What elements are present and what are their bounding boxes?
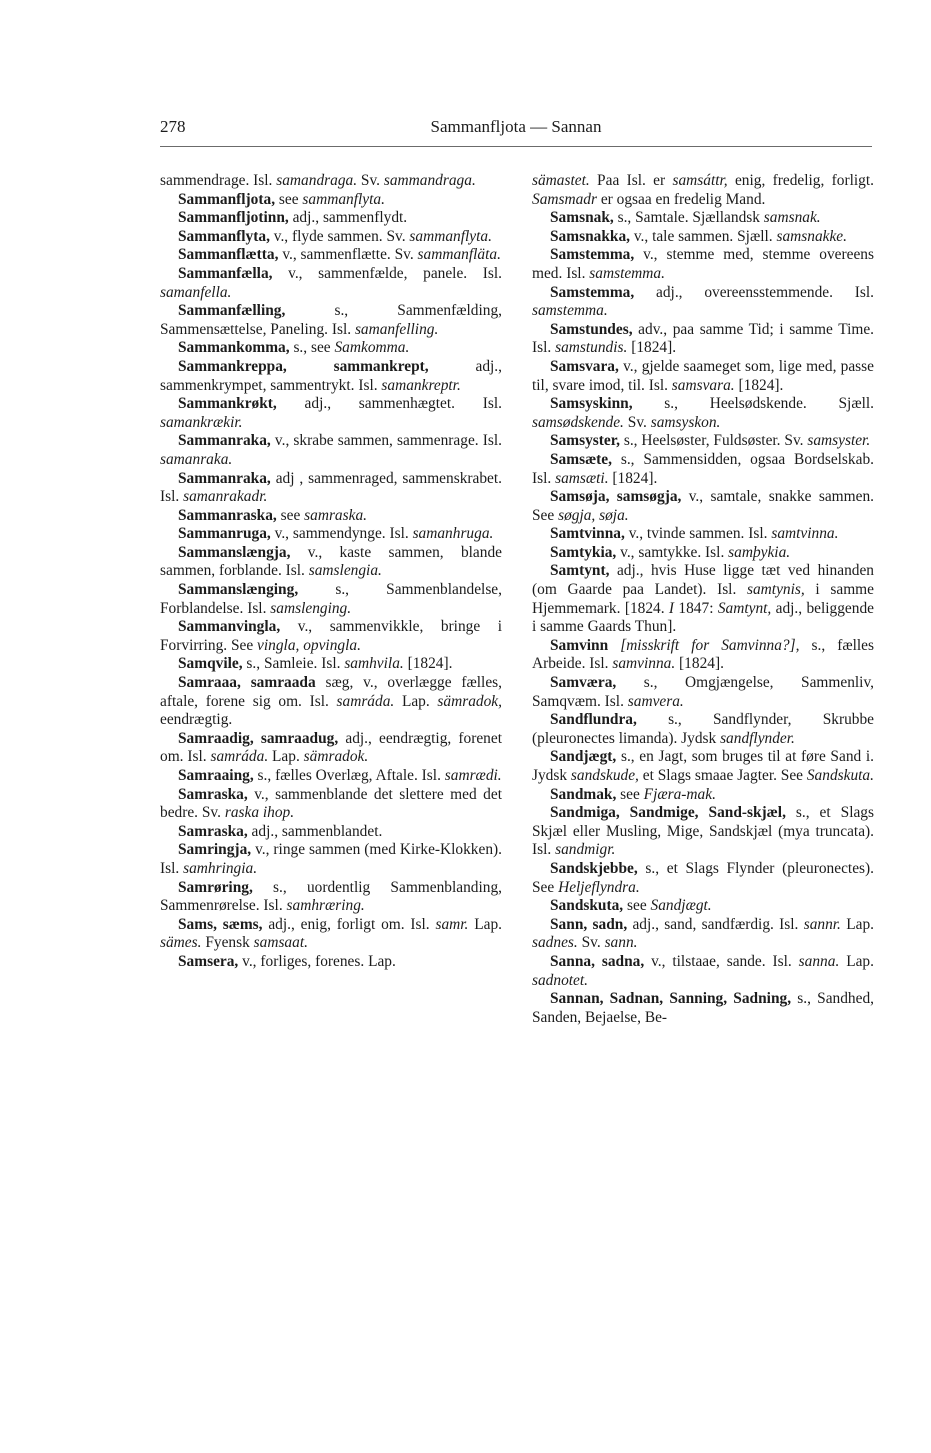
entry-headword: Samsøja, samsøgja, [550,488,682,506]
entry-headword: Sammanvingla, [178,618,281,636]
entry-headword: Sammanflætta, [178,246,279,264]
dictionary-entry [532,711,874,748]
entry-etymology: samráda. [210,748,269,766]
dictionary-entry [160,730,502,767]
entry-headword: Sammanfljotinn, [178,209,289,227]
entry-definition: s., Sammenfælding, Sammensættelse, Paneling. Isl. [160,302,502,338]
entry-etymology: samsyster. [807,432,871,450]
entry-etymology: samrædi. [444,767,502,784]
entry-definition: adj., sammenkrympet, sammentrykt. Isl. [160,357,502,394]
entry-headword: Sammanraka, [178,432,271,450]
entry-etymology: Samkomma. [334,339,410,357]
dictionary-entry [160,618,502,655]
entry-etymology: samr. [435,915,469,933]
entry-etymology: samþykia. [728,543,791,561]
entry-etymology: samsæti. [555,469,609,487]
entry-headword: Samværa, [550,674,617,692]
entry-headword: Sams, sæms, [178,915,263,933]
dictionary-entry [160,191,502,210]
dictionary-entry [532,916,874,953]
entry-etymology: samraska. [304,506,367,524]
dictionary-entry [160,916,502,953]
dictionary-entry [160,525,502,544]
entry-definition: adj., overeensstemmende. Isl. [634,283,874,301]
entry-etymology: sandmigr. [555,841,616,859]
dictionary-entry [532,488,874,525]
entry-etymology: samvera. [627,692,684,710]
entry-definition: [1824]. [403,655,453,673]
entry-etymology: samstundis. [555,339,628,357]
entry-definition: adj., hvis Huse ligge tæt ved hinanden (om Gaarde paa Landet). Isl. [532,562,874,599]
entry-definition: v., tvinde sammen. Isl. [624,525,772,543]
entry-definition: s., et Slags Skjæl eller Musling, Mige, Sandskjæl (mya truncata). Isl. [532,804,874,859]
entry-headword: Samstemma, [550,246,635,264]
entry-etymology: Sandskuta. [806,767,874,784]
entry-definition: v., samtale, snakke sammen. See [532,488,874,524]
entry-etymology: samsaat. [253,934,308,952]
entry-definition: s., see [289,339,335,357]
entry-headword: Samvinn [550,636,609,654]
entry-etymology: samsáttr, [672,172,728,189]
entry-definition: Sv. [357,172,384,189]
entry-etymology: sämastet. [532,172,590,189]
entry-definition: v., sammenflætte. Sv. [278,246,418,264]
entry-headword: Sammankomma, [178,339,290,357]
dictionary-entry [532,748,874,785]
entry-definition: see [275,190,303,208]
dictionary-entry [160,302,502,339]
entry-definition: sammendrage. Isl. [160,172,277,189]
dictionary-entry [160,544,502,581]
entry-definition: Fyensk [201,934,254,952]
entry-definition: eendrægtig. [160,711,233,729]
entry-etymology: sandflynder. [720,729,795,747]
entry-definition: adj., beliggende i samme Gaards Thun]. [532,599,874,636]
entry-definition: see [616,785,644,803]
entry-definition: adv., paa samme Tid; i samme Time. Isl. [532,320,874,357]
entry-definition: v., kaste sammen, blande sammen, forblande. Isl. [160,543,502,580]
entry-definition: v., stemme med, stemme overeens med. Isl. [532,246,874,282]
dictionary-entry [532,786,874,805]
entry-etymology: samsnak. [763,209,821,227]
dictionary-entry [160,786,502,823]
entry-etymology: I [668,599,675,617]
entry-headword: Samringja, [178,841,252,859]
entry-definition: v., ringe sammen (med Kirke-Klokken). Isl. [160,841,502,877]
entry-definition: adj., sammenhægtet. Isl. [276,395,502,413]
entry-headword: Sammanraka, [178,469,271,487]
entry-definition: Sv. [623,413,651,431]
entry-headword: Samsnakka, [550,227,630,245]
header-rule [160,146,872,147]
left-column [160,172,502,972]
entry-definition: s., Omgjængelse, Sammenliv, Samqvæm. Isl. [532,674,874,710]
entry-definition: v., sammenfælde, panele. Isl. [272,264,502,282]
entry-headword: Sanna, sadna, [550,952,645,970]
entry-definition: Lap. [468,915,502,933]
dictionary-entry [160,228,502,247]
dictionary-entry [532,246,874,283]
entry-definition: [1824]. [734,376,784,394]
entry-etymology: raska ihop. [224,804,295,822]
entry-definition: s., Sandhed, Sanden, Bejaelse, Be- [532,990,874,1026]
right-column [532,172,874,1027]
dictionary-entry [160,674,502,730]
entry-headword: Sannan, Sadnan, Sanning, Sadning, [550,990,792,1008]
running-head: Sammanfljota — Sannan [430,117,602,136]
entry-headword: Sammanruga, [178,525,271,543]
entry-etymology: sandskude, [570,767,639,784]
entry-headword: Samsnak, [550,209,614,227]
dictionary-entry [532,562,874,636]
entry-etymology: [misskrift for Samvinna?], [620,636,800,654]
dictionary-entry [532,990,874,1027]
entry-headword: Samrøring, [178,878,253,896]
entry-etymology: søgja, søja. [558,506,629,524]
entry-etymology: sann. [604,934,638,952]
entry-definition: see [623,897,651,915]
dictionary-entry [160,209,502,228]
dictionary-entry [532,804,874,860]
dictionary-entry [532,172,874,209]
entry-etymology: sammanflyta. [409,227,492,245]
entry-etymology: samanhruga. [412,525,494,543]
dictionary-entry [160,581,502,618]
entry-etymology: sämradok, [437,692,502,710]
entry-definition: v., tale sammen. Sjæll. [629,227,777,245]
entry-headword: Sandskuta, [550,897,624,915]
entry-etymology: samsyskon. [650,413,721,431]
entry-etymology: sanna. [798,952,840,970]
entry-etymology: Heljeflyndra. [558,878,640,896]
entry-headword: Sammanslængja, [178,543,291,561]
entry-headword: Samsvara, [550,357,619,375]
entry-headword: Samstemma, [550,283,635,301]
entry-etymology: samstemma. [589,264,665,282]
dictionary-entry [532,284,874,321]
entry-etymology: samtvinna. [771,525,839,543]
entry-definition: Lap. [840,915,874,933]
entry-etymology: samanfelling. [354,320,439,338]
entry-headword: Sandmak, [550,785,617,803]
entry-definition: [1824]. [627,339,677,357]
entry-headword: Sammankreppa, sammankrept, [178,357,429,375]
entry-headword: Samraaa, samraada [178,674,316,692]
entry-etymology: sannr. [803,915,841,933]
entry-headword: Samtykia, [550,543,617,561]
dictionary-entry [160,655,502,674]
entry-etymology: sammanfläta. [417,246,501,264]
entry-etymology: samhvila. [344,655,404,673]
entry-etymology: samanrakadr. [183,488,268,506]
entry-definition: v., flyde sammen. Sv. [269,227,410,245]
dictionary-entry [532,544,874,563]
entry-etymology: samankrækir. [160,413,243,431]
entry-headword: Samsera, [178,952,239,970]
entry-definition: see [276,506,305,524]
entry-etymology: sämradok. [303,748,369,766]
entry-definition: adj., sand, sandfærdig. Isl. [627,915,804,933]
entry-headword: Samqvile, [178,655,243,673]
dictionary-entry [160,432,502,469]
entry-definition: adj., sammenflydt. [288,209,408,227]
dictionary-entry [532,860,874,897]
entry-etymology: samslengia. [308,562,382,580]
entry-definition: er ogsaa en fredelig Mand. [597,190,766,208]
entry-etymology: samtynis, [747,581,805,599]
entry-headword: Samsyster, [550,432,620,450]
entry-definition: sæg, v., overlægge fælles, aftale, forene sig om. Isl. [160,674,502,710]
entry-definition: s., Heelsøster, Fuldsøster. Sv. [619,432,808,450]
entry-definition: v., forliges, forenes. Lap. [238,952,396,970]
entry-headword: Sann, sadn, [550,915,628,933]
dictionary-entry [160,265,502,302]
entry-definition: adj., sammenblandet. [247,822,383,840]
entry-definition: s., fælles Overlæg, Aftale. Isl. [253,767,445,784]
entry-definition: v., sammenblande det slettere med det bedre. Sv. [160,785,502,822]
entry-headword: Sandflundra, [550,711,637,729]
entry-headword: Sammanfælla, [178,264,273,282]
entry-headword: Samsæte, [550,450,612,468]
entry-etymology: samstemma. [532,302,608,320]
entry-definition: v., tilstaae, sande. Isl. [644,952,799,970]
dictionary-entry [532,897,874,916]
entry-etymology: samhræring. [286,897,365,915]
entry-definition: s., Sammenblandelse, Forblandelse. Isl. [160,581,502,617]
entry-etymology: samandraga. [276,172,358,189]
entry-headword: Samraadig, samraadug, [178,729,339,747]
entry-definition: s., Sandflynder, Skrubbe (pleuronectes limanda). Jydsk [532,711,874,747]
entry-definition: adj , sammenraged, sammenskrabet. Isl. [160,469,502,506]
dictionary-entry [160,358,502,395]
entry-definition: i samme Hjemmemark. [1824. [532,581,874,617]
dictionary-entry [532,358,874,395]
entry-headword: Samsyskinn, [550,395,633,413]
entry-etymology: samsnakke. [776,227,847,245]
dictionary-entry [160,507,502,526]
entry-etymology: sammanflyta. [302,190,385,208]
entry-headword: Sandskjebbe, [550,859,638,877]
entry-definition: Lap. [394,692,438,710]
entry-definition: v., sammendynge. Isl. [270,525,413,543]
entry-etymology: vingla, opvingla. [257,636,361,654]
entry-definition: Lap. [268,748,304,766]
entry-etymology: samanraka. [160,450,233,468]
entry-definition: 1847: [674,599,718,617]
entry-definition: et Slags smaae Jagter. See [638,767,807,784]
entry-definition: adj., eendrægtig, forenet om. Isl. [160,729,502,766]
entry-headword: Sammankrøkt, [178,395,277,413]
dictionary-entry [160,339,502,358]
entry-definition: v., sammenvikkle, bringe i Forvirring. See [160,618,502,654]
entry-definition: s., Heelsødskende. Sjæll. [632,395,874,413]
entry-definition: Paa Isl. er [589,172,673,189]
entry-etymology: samráda. [336,692,395,710]
dictionary-entry [160,841,502,878]
entry-definition [608,637,620,654]
dictionary-entry [532,674,874,711]
dictionary-entry [532,451,874,488]
entry-definition: Lap. [839,952,874,970]
entry-definition: [1824]. [608,469,658,487]
dictionary-entry [532,637,874,674]
entry-etymology: samankreptr. [381,376,461,394]
entry-headword: Sammanfælling, [178,302,286,320]
entry-etymology: sammandraga. [383,172,476,189]
entry-definition: s., uordentlig Sammenblanding, Sammenrørelse. Isl. [160,878,502,915]
dictionary-entry [160,172,502,191]
entry-definition: s., Samleie. Isl. [242,655,345,673]
entry-definition: s., Samtale. Sjællandsk [613,209,764,227]
entry-headword: Samraska, [178,822,248,840]
entry-definition: s., en Jagt, som bruges til at føre Sand i. Jydsk [532,748,874,784]
entry-headword: Sammanslænging, [178,581,299,599]
entry-etymology: sadnotet. [532,971,589,989]
entry-definition: s., Sammensidden, ogsaa Bordselskab. Isl. [532,450,874,487]
dictionary-entry [160,823,502,842]
dictionary-entry [532,228,874,247]
dictionary-entry [532,209,874,228]
entry-headword: Sandjægt, [550,748,617,766]
entry-definition: enig, fredelig, forligt. [727,172,874,189]
entry-etymology: samslenging. [270,599,352,617]
entry-etymology: Samtynt, [717,599,772,617]
dictionary-entry [160,395,502,432]
dictionary-entry [160,767,502,786]
dictionary-entry [532,953,874,990]
entry-etymology: Samsmadr [532,190,597,208]
entry-etymology: samvinna. [612,655,676,673]
entry-headword: Samraaing, [178,767,254,784]
entry-definition: Sv. [577,934,605,952]
dictionary-entry [160,953,502,972]
entry-definition: s., et Slags Flynder (pleuronectes). See [532,859,874,896]
entry-etymology: Fjæra-mak. [643,785,716,803]
dictionary-entry [532,321,874,358]
entry-headword: Sandmiga, Sandmige, Sand-skjæl, [550,804,786,822]
entry-definition: v., gjelde saameget som, lige med, passe til, svare imod, til. Isl. [532,357,874,394]
entry-definition: v., samtykke. Isl. [616,543,729,561]
entry-etymology: samsvara. [671,376,735,394]
page-header [160,117,872,141]
entry-headword: Samstundes, [550,320,633,338]
entry-headword: Sammanflyta, [178,227,270,245]
entry-headword: Samtvinna, [550,525,625,543]
entry-headword: Sammanfljota, [178,190,276,208]
page-number: 278 [160,117,186,136]
dictionary-entry [160,470,502,507]
entry-definition: adj., enig, forligt om. Isl. [262,915,436,933]
entry-etymology: sämes. [160,934,202,952]
dictionary-entry [532,525,874,544]
dictionary-entry [160,246,502,265]
entry-etymology: sadnes. [532,934,578,952]
dictionary-entry [532,395,874,432]
entry-definition: s., fælles Arbeide. Isl. [532,636,874,673]
dictionary-entry [160,879,502,916]
entry-etymology: samhringia. [183,859,258,877]
entry-etymology: samanfella. [160,283,232,301]
entry-headword: Samraska, [178,785,248,803]
dictionary-entry [532,432,874,451]
entry-definition: [1824]. [675,655,724,673]
entry-definition: v., skrabe sammen, sammenrage. Isl. [270,432,502,450]
entry-headword: Sammanraska, [178,506,277,524]
entry-etymology: Sandjægt. [650,897,712,915]
entry-etymology: samsødskende. [532,413,624,431]
entry-headword: Samtynt, [550,562,610,580]
